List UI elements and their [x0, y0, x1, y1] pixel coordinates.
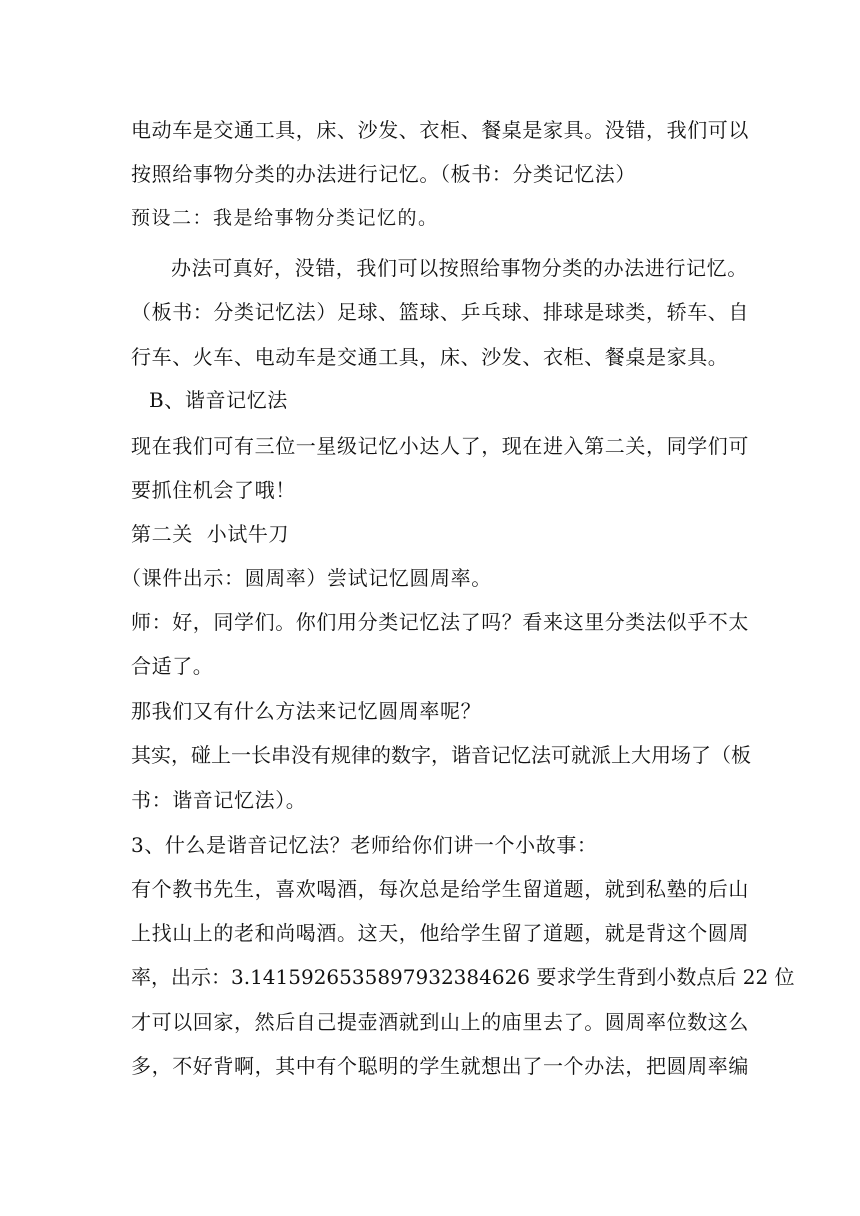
numbered-heading: 3、什么是谐音记忆法？老师给你们讲一个小故事：: [131, 833, 598, 857]
text-line: 办法可真好，没错，我们可以按照给事物分类的办法进行记忆。: [171, 256, 748, 280]
text-line: 才可以回家，然后自己提壶酒就到山上的庙里去了。圆周率位数这么: [131, 1010, 749, 1034]
text-line: 其实，碰上一长串没有规律的数字，谐音记忆法可就派上大用场了（板: [131, 743, 751, 767]
text-line: 现在我们可有三位一星级记忆小达人了，现在进入第二关，同学们可: [131, 434, 749, 458]
text-line: 师：好，同学们。你们用分类记忆法了吗？看来这里分类法似乎不太: [131, 610, 749, 634]
text-line: 电动车是交通工具，床、沙发、衣柜、餐桌是家具。没错，我们可以: [131, 118, 749, 142]
text-line: 有个教书先生，喜欢喝酒，每次总是给学生留道题，就到私塾的后山: [131, 877, 749, 901]
text-line: 书：谐音记忆法）。: [131, 788, 307, 812]
text-line: 多，不好背啊，其中有个聪明的学生就想出了一个办法，把圆周率编: [131, 1054, 749, 1078]
text-line: （板书：分类记忆法）足球、篮球、乒乓球、排球是球类，轿车、自: [131, 300, 749, 324]
text-line: 要抓住机会了哦！: [131, 478, 296, 502]
text-line: 按照给事物分类的办法进行记忆。（板书：分类记忆法）: [131, 162, 636, 186]
level-heading: 第二关 小试牛刀: [131, 522, 290, 546]
text-line: 合适了。: [131, 654, 214, 678]
text-line: 行车、火车、电动车是交通工具，床、沙发、衣柜、餐桌是家具。: [131, 345, 729, 369]
preset-heading: 预设二：我是给事物分类记忆的。: [131, 207, 439, 229]
text-line: 率，出示：3.14159265358979323846​26 要求学生背到小数点后 22 位: [131, 965, 795, 989]
text-line: 上找山上的老和尚喝酒。这天，他给学生留了道题，就是背这个圆周: [131, 921, 749, 945]
section-heading: B、谐音记忆法: [149, 388, 288, 412]
text-line: （课件出示：圆周率）尝试记忆圆周率。: [121, 566, 492, 590]
text-line: 那我们又有什么方法来记忆圆周率呢？: [131, 699, 482, 723]
